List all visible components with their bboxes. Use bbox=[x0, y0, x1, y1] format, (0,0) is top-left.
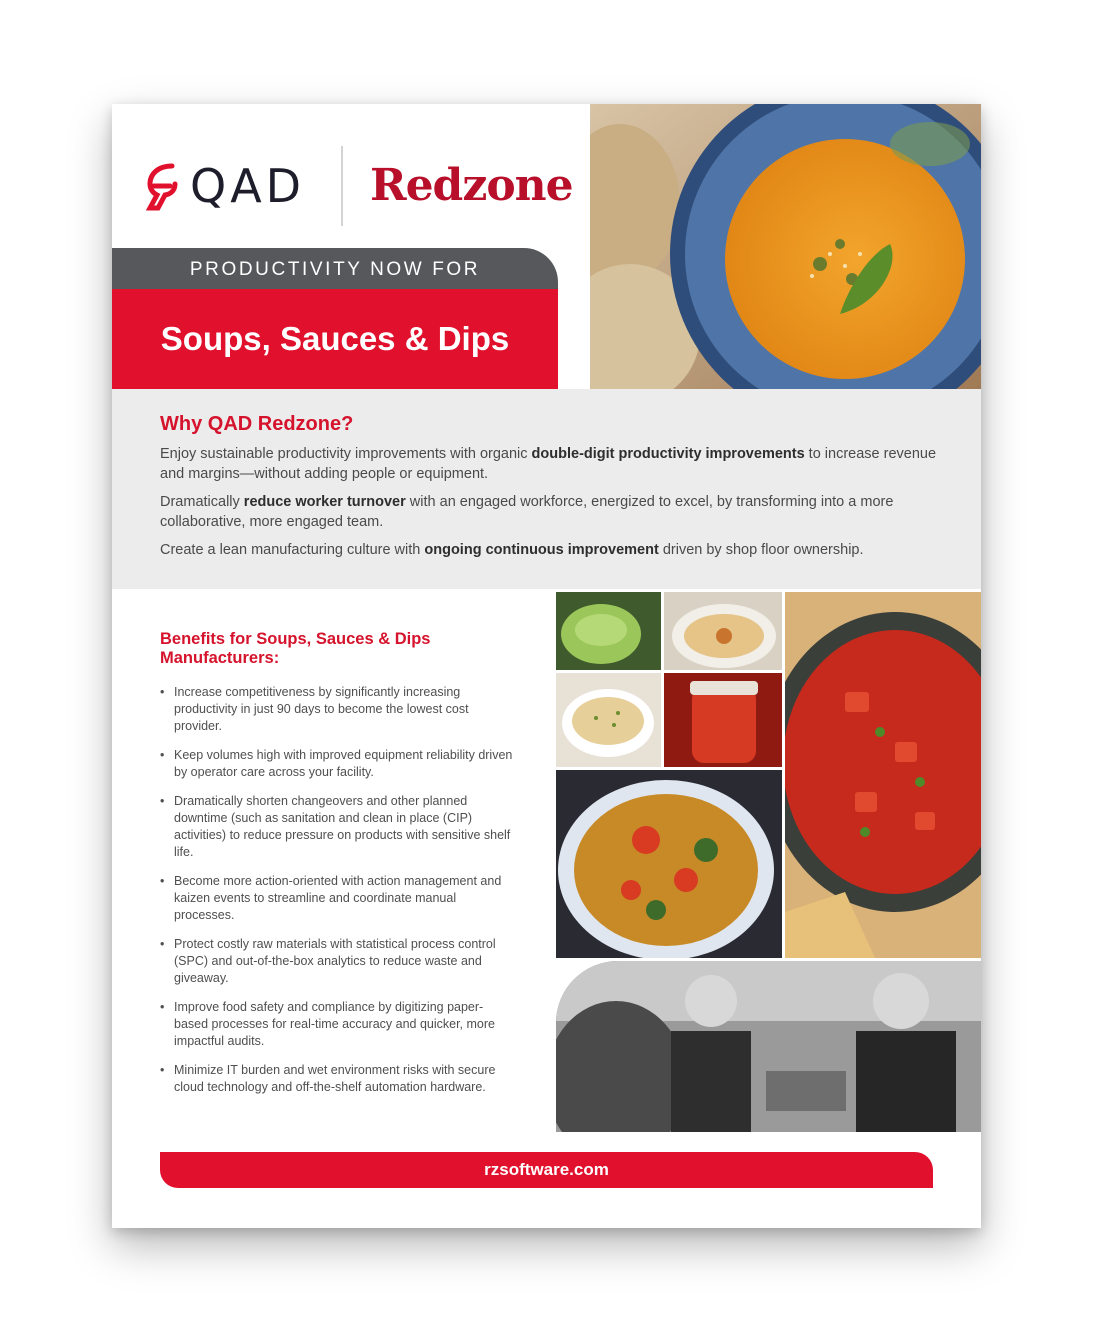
qad-wordmark: QAD bbox=[190, 159, 306, 213]
benefit-item: • Improve food safety and compliance by digitizing paper-based processes for real-time accuracy and quicker, more impactful audits. bbox=[160, 999, 514, 1050]
cream-soup-image bbox=[556, 673, 661, 767]
redzone-wordmark: Redzone bbox=[370, 160, 573, 211]
benefit-item: • Become more action-oriented with action management and kaizen events to streamline and coordinate manual processes. bbox=[160, 873, 514, 924]
eyebrow-banner: PRODUCTIVITY NOW FOR bbox=[112, 248, 558, 290]
why-paragraph-3: Create a lean manufacturing culture with ongoing continuous improvement driven by shop floor ownership. bbox=[160, 542, 864, 558]
workers-photo bbox=[556, 961, 981, 1132]
benefit-item: • Protect costly raw materials with statistical process control (SPC) and out-of-the-box analytics to reduce waste and giveaway. bbox=[160, 936, 514, 987]
food-photo-collage bbox=[556, 592, 981, 1132]
benefit-item: • Minimize IT burden and wet environment risks with secure cloud technology and off-the-shelf automation hardware. bbox=[160, 1062, 514, 1096]
benefit-item: • Increase competitiveness by significantly increasing productivity in just 90 days to become the lowest cost provider. bbox=[160, 684, 514, 735]
hummus-image bbox=[664, 592, 782, 670]
website-url-link[interactable]: rzsoftware.com bbox=[160, 1152, 933, 1188]
logo-divider bbox=[341, 146, 343, 226]
tomato-sauce-image bbox=[664, 673, 782, 767]
benefit-item: • Keep volumes high with improved equipment reliability driven by operator care across your facility. bbox=[160, 747, 514, 781]
why-paragraph-1: Enjoy sustainable productivity improvements with organic double-digit productivity improvements to increase revenue and margins—without adding people or equipment. bbox=[160, 446, 937, 482]
vegetable-soup-image bbox=[556, 770, 782, 958]
qad-logo-icon bbox=[146, 162, 178, 212]
why-heading: Why QAD Redzone? bbox=[160, 413, 354, 435]
salsa-image bbox=[785, 592, 981, 958]
avocado-dip-image bbox=[556, 592, 661, 670]
benefits-list bbox=[160, 684, 520, 1108]
page-title: Soups, Sauces & Dips bbox=[112, 289, 558, 389]
hero-soup-image bbox=[590, 104, 981, 389]
why-paragraph-2: Dramatically reduce worker turnover with an engaged workforce, energized to excel, by transforming into a more collaborative, more engaged team. bbox=[160, 494, 894, 530]
benefit-item: • Dramatically shorten changeovers and other planned downtime (such as sanitation and clean in place (CIP) activities) to reduce pressure on products with sensitive shelf life. bbox=[160, 793, 514, 861]
why-section bbox=[112, 389, 981, 589]
document-page bbox=[112, 104, 981, 1228]
benefits-heading: Benefits for Soups, Sauces & Dips Manufacturers: bbox=[160, 630, 431, 667]
logo-lockup bbox=[146, 156, 573, 220]
